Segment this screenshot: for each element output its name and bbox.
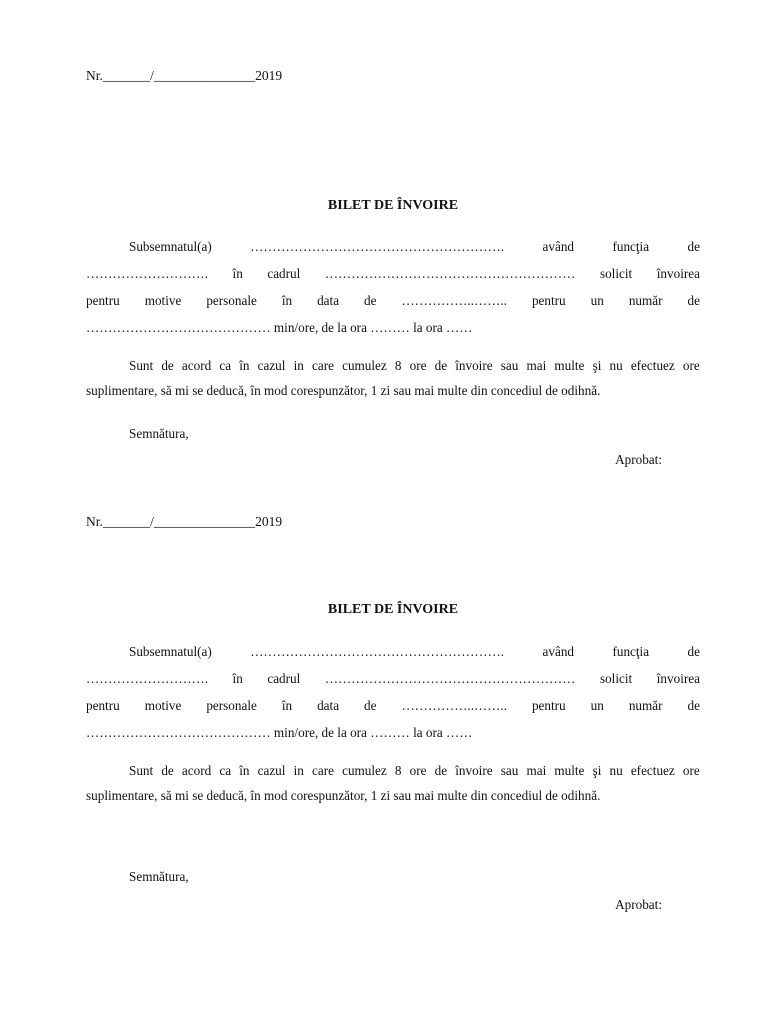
word: de <box>434 763 448 778</box>
word: şi <box>592 358 602 373</box>
approved-label: Aprobat: <box>615 897 662 912</box>
word: sau <box>500 358 519 373</box>
request-line-2 <box>86 665 700 692</box>
word: ……………..…….. <box>401 293 507 308</box>
request-paragraph <box>86 638 700 746</box>
word: efectuez <box>630 763 675 778</box>
word: învoire <box>455 763 493 778</box>
signature-label: Semnătura, <box>129 869 189 884</box>
word: cadrul <box>267 671 301 686</box>
word: personale <box>206 293 257 308</box>
request-paragraph <box>86 233 700 341</box>
agreement-line-1 <box>86 353 700 378</box>
request-line-3 <box>86 692 700 719</box>
word: cazul <box>257 763 286 778</box>
word: pentru <box>531 698 566 713</box>
agreement-line-1 <box>86 758 700 783</box>
word: 8 <box>394 358 402 373</box>
word: acord <box>181 763 212 778</box>
leave-slip-2 <box>86 512 700 912</box>
word: acord <box>181 358 212 373</box>
word: in <box>293 763 304 778</box>
word: nu <box>609 763 623 778</box>
word: mai <box>526 358 547 373</box>
word: in <box>293 358 304 373</box>
word: de <box>364 293 377 308</box>
word: de <box>687 644 700 659</box>
agreement-paragraph <box>86 353 700 403</box>
word: care <box>312 358 334 373</box>
request-line-4: …………………………………… min/ore, de la ora ……… la ora …… <box>86 725 473 740</box>
word: nu <box>609 358 623 373</box>
leave-slip-1 <box>86 66 700 467</box>
word: cumulez <box>342 358 387 373</box>
word: multe <box>554 763 585 778</box>
registration-number: Nr._______/_______________2019 <box>86 514 283 529</box>
word: Subsemnatul(a) <box>129 644 212 659</box>
word: în <box>239 763 250 778</box>
word: motive <box>144 698 182 713</box>
approved-label: Aprobat: <box>615 452 662 467</box>
word: ore <box>682 763 700 778</box>
word: de <box>434 358 448 373</box>
agreement-paragraph <box>86 758 700 808</box>
word: solicit <box>599 671 633 686</box>
word: având <box>542 644 575 659</box>
signature-label: Semnătura, <box>129 426 189 441</box>
word: de <box>687 293 700 308</box>
word: multe <box>554 358 585 373</box>
word: 8 <box>394 763 402 778</box>
word: în <box>232 671 243 686</box>
word: de <box>687 698 700 713</box>
word: ………………………. <box>86 266 208 281</box>
document-title: BILET DE ÎNVOIRE <box>327 198 459 213</box>
word: mai <box>526 763 547 778</box>
word: data <box>317 698 340 713</box>
word: de <box>687 239 700 254</box>
word: cadrul <box>267 266 301 281</box>
word: având <box>542 239 575 254</box>
word: în <box>239 358 250 373</box>
registration-number: Nr._______/_______________2019 <box>86 68 283 83</box>
word: cumulez <box>342 763 387 778</box>
word: funcţia <box>612 239 650 254</box>
word: ………………………………………………… <box>324 266 576 281</box>
word: număr <box>628 293 663 308</box>
word: Sunt <box>129 358 154 373</box>
word: învoirea <box>656 266 700 281</box>
word: ca <box>219 358 232 373</box>
word: pentru <box>531 293 566 308</box>
word: un <box>590 698 604 713</box>
word: motive <box>144 293 182 308</box>
word: de <box>161 358 174 373</box>
document-title: BILET DE ÎNVOIRE <box>327 602 459 617</box>
word: ……………..…….. <box>401 698 507 713</box>
word: …………………………………………………. <box>250 644 505 659</box>
word: în <box>232 266 243 281</box>
word: de <box>364 698 377 713</box>
word: personale <box>206 698 257 713</box>
word: solicit <box>599 266 633 281</box>
word: număr <box>628 698 663 713</box>
word: Sunt <box>129 763 154 778</box>
request-line-2 <box>86 260 700 287</box>
word: şi <box>592 763 602 778</box>
word: funcţia <box>612 644 650 659</box>
request-line-4: …………………………………… min/ore, de la ora ……… la ora …… <box>86 320 473 335</box>
word: de <box>161 763 174 778</box>
word: învoire <box>455 358 493 373</box>
word: un <box>590 293 604 308</box>
request-line-3 <box>86 287 700 314</box>
word: sau <box>500 763 519 778</box>
word: Subsemnatul(a) <box>129 239 212 254</box>
word: ca <box>219 763 232 778</box>
word: pentru <box>86 293 120 308</box>
request-line-1 <box>86 233 700 260</box>
agreement-line-2: suplimentare, să mi se deducă, în mod corespunzător, 1 zi sau mai multe din concediul de odihnă. <box>86 788 601 803</box>
word: învoirea <box>656 671 700 686</box>
word: efectuez <box>630 358 675 373</box>
word: în <box>281 698 293 713</box>
word: ore <box>682 358 700 373</box>
word: …………………………………………………. <box>250 239 505 254</box>
word: ………………………………………………… <box>324 671 576 686</box>
word: data <box>317 293 340 308</box>
word: ore <box>409 763 427 778</box>
word: care <box>312 763 334 778</box>
word: pentru <box>86 698 120 713</box>
word: ………………………. <box>86 671 208 686</box>
word: ore <box>409 358 427 373</box>
agreement-line-2: suplimentare, să mi se deducă, în mod corespunzător, 1 zi sau mai multe din concediul de odihnă. <box>86 383 601 398</box>
request-line-1 <box>86 638 700 665</box>
word: în <box>281 293 293 308</box>
word: cazul <box>257 358 286 373</box>
